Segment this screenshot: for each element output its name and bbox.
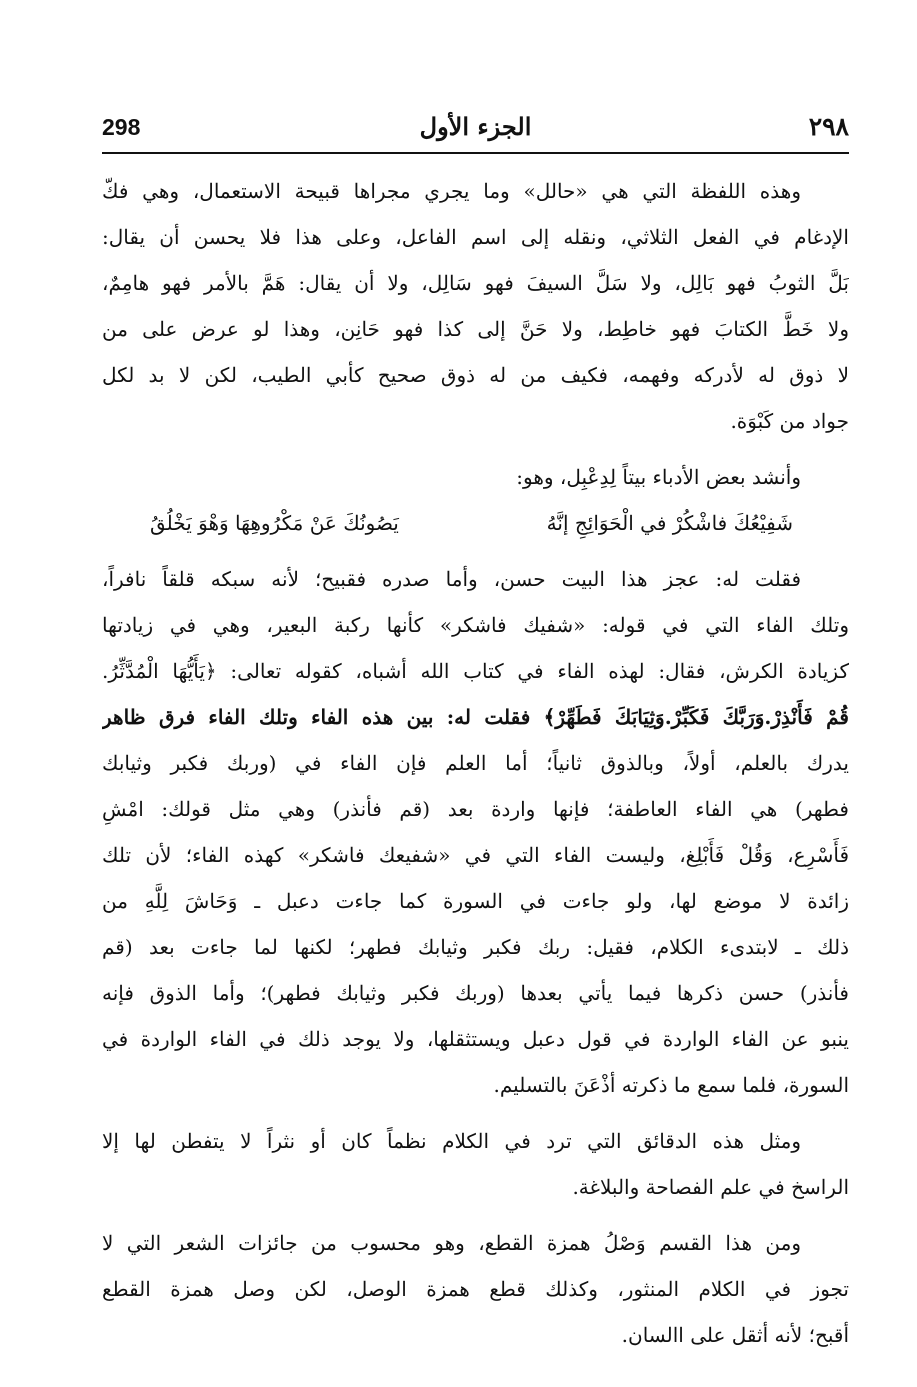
text-line: فقلت له: عجز هذا البيت حسن، وأما صدره فقبيح؛ لأنه سبكه قلقاً نافراً،: [102, 567, 801, 591]
verse-first-hemistich: شَفِيْعُكَ فاشْكُرْ في الْحَوَائِجِ إنَّهُ: [546, 511, 793, 535]
text-line: ولا خَطَّ الكتابَ فهو خاطِط، ولا حَنَّ إلى كذا فهو حَانِن، وهذا لو عرض على من: [102, 317, 849, 341]
paragraph: [102, 1118, 849, 1210]
poetry-verse: [102, 500, 849, 546]
page-number-latin: 298: [102, 114, 141, 140]
text-line: جواد من كَبْوَة.: [730, 409, 849, 433]
paragraph: [102, 556, 849, 1108]
text-line: وتلك الفاء التي في قوله: «شفيك فاشكر» كأنها ركبة البعير، وهي في زيادتها: [102, 613, 849, 637]
text-line: الراسخ في علم الفصاحة والبلاغة.: [572, 1175, 849, 1199]
text-line: يدرك بالعلم، أولاً، وبالذوق ثانياً؛ أما العلم فإن الفاء في (وربك فكبر وثيابك: [102, 751, 849, 775]
paragraph: [102, 168, 849, 444]
text-line: قُمْ فَأَنْذِرْ.وَرَبَّكَ فَكَبِّرْ.وَثِيَابَكَ فَطَهِّرْ﴾ فقلت له: بين هذه الفاء وتلك الفاء فرق ظاهر: [102, 705, 849, 729]
text-line: كزيادة الكرش، فقال: لهذه الفاء في كتاب الله أشباه، كقوله تعالى: ﴿يَأَيُّهَا الْمُدَّثِّرُ.: [102, 659, 849, 683]
text-line: أقبح؛ لأنه أثقل على االسان.: [621, 1323, 849, 1347]
page-header: [102, 108, 849, 154]
text-line: ومن هذا القسم وَصْلُ همزة القطع، وهو محسوب من جائزات الشعر التي لا: [102, 1231, 801, 1255]
page-body: [102, 168, 849, 1358]
text-line: ومثل هذه الدقائق التي ترد في الكلام نظماً كان أو نثراً لا يتفطن لها إلا: [102, 1129, 801, 1153]
text-line: فأنذر) حسن ذكرها فيما يأتي بعدها (وربك فكبر وثيابك فطهر)؛ وأما الذوق فإنه: [102, 981, 849, 1005]
text-line: الإدغام في الفعل الثلاثي، ونقله إلى اسم الفاعل، وعلى هذا فلا يحسن أن يقال:: [102, 225, 849, 249]
paragraph: [102, 454, 849, 500]
page-number-arabic: ٢٩٨: [808, 112, 849, 141]
text-line: زائدة لا موضع لها، ولو جاءت في السورة كما جاءت دعبل ـ وَحَاشَ لِلَّهِ من: [102, 889, 849, 913]
text-line: السورة، فلما سمع ما ذكرته أذْعَنَ بالتسليم.: [493, 1073, 849, 1097]
running-title: الجزء الأول: [419, 112, 532, 141]
text-line: وأنشد بعض الأدباء بيتاً لِدِعْبِل، وهو:: [516, 465, 801, 489]
text-line: لا ذوق له لأدركه وفهمه، فكيف من له ذوق صحيح كأبي الطيب، لكن لا بد لكل: [102, 363, 849, 387]
verse-second-hemistich: يَصُونُكَ عَنْ مَكْرُوهِهَا وَهْوَ يَخْلُقُ: [150, 511, 399, 535]
text-line: ذلك ـ لابتدىء الكلام، فقيل: ربك فكبر وثيابك فطهر؛ لكنها لما جاءت بعد (قم: [102, 935, 849, 959]
text-line: ينبو عن الفاء الواردة في قول دعبل ويستثقلها، ولا يوجد ذلك في الفاء الواردة في: [102, 1027, 849, 1051]
text-line: وهذه اللفظة التي هي «حالل» وما يجري مجراها قبيحة الاستعمال، وهي فكّ: [102, 179, 801, 203]
text-line: فطهر) هي الفاء العاطفة؛ فإنها واردة بعد (قم فأنذر) وهي مثل قولك: امْشِ: [102, 797, 849, 821]
text-line: تجوز في الكلام المنثور، وكذلك قطع همزة الوصل، لكن وصل همزة القطع: [102, 1277, 849, 1301]
text-line: فَأَسْرِع، وَقُلْ فَأَبْلِغ، وليست الفاء التي في «شفيعك فاشكر» كهذه الفاء؛ لأن تلك: [102, 843, 849, 867]
paragraph: [102, 1220, 849, 1358]
text-line: بَلَّ الثوبُ فهو بَالِل، ولا سَلَّ السيفَ فهو سَالِل، ولا أن يقال: هَمَّ بالأمر فهو هامِمٌ،: [102, 271, 849, 295]
